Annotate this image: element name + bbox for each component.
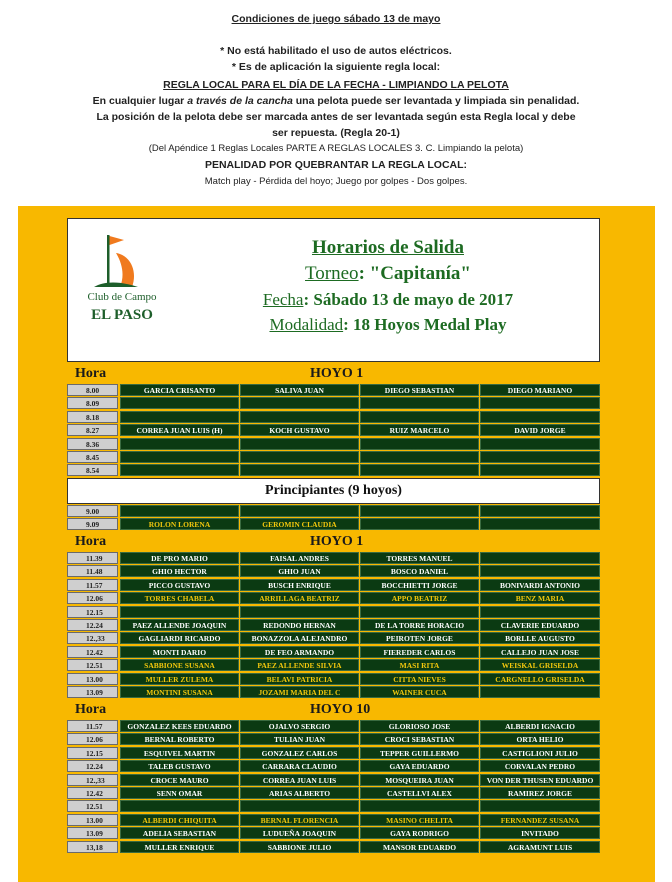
table-row	[67, 760, 600, 773]
conditions-title: Condiciones de juego sábado 13 de mayo	[231, 13, 441, 25]
player-cell: MOSQUEIRA JUAN	[360, 774, 479, 786]
table-row	[67, 720, 600, 733]
tee-time: 13,18	[67, 841, 118, 853]
player-cell: GHIO JUAN	[240, 565, 359, 577]
player-cell: SABBIONE SUSANA	[120, 659, 239, 671]
table-row	[67, 787, 600, 800]
player-cell: KOCH GUSTAVO	[240, 424, 359, 436]
player-cell: RAMIREZ JORGE	[480, 787, 600, 799]
tee-time: 12.15	[67, 606, 118, 618]
player-cell	[240, 464, 359, 476]
player-cell: CARGNELLO GRISELDA	[480, 673, 600, 685]
section4-hoyo-label: HOYO 10	[310, 702, 371, 717]
tee-time: 12.06	[67, 592, 118, 604]
torneo-value: : "Capitanía"	[358, 263, 471, 284]
player-cell: INVITADO	[480, 827, 600, 839]
player-cell	[240, 451, 359, 463]
player-cell: BOSCO DANIEL	[360, 565, 479, 577]
tee-time: 12.06	[67, 733, 118, 745]
player-cell	[480, 518, 600, 530]
fecha-value: : Sábado 13 de mayo de 2017	[303, 290, 514, 309]
fecha-line	[178, 290, 598, 310]
player-cell: WEISKAL GRISELDA	[480, 659, 600, 671]
rule-text-italic: a través de la cancha	[187, 95, 293, 107]
player-cell: GAYA RODRIGO	[360, 827, 479, 839]
player-cell: BOCCHIETTI JORGE	[360, 579, 479, 591]
player-cell	[360, 505, 479, 517]
tee-time: 12.42	[67, 787, 118, 799]
tee-time: 9.09	[67, 518, 118, 530]
modalidad-label: Modalidad	[269, 315, 344, 334]
note-local-rule: * Es de aplicación la siguiente regla local:	[231, 61, 441, 73]
player-cell	[360, 606, 479, 618]
player-cell: RUIZ MARCELO	[360, 424, 479, 436]
player-cell: GAYA EDUARDO	[360, 760, 479, 772]
player-cell: CARRARA CLAUDIO	[240, 760, 359, 772]
table-row	[67, 774, 600, 787]
local-rule-title: REGLA LOCAL PARA EL DÍA DE LA FECHA - LIMPIANDO LA PELOTA	[163, 79, 509, 91]
player-cell: GEROMIN CLAUDIA	[240, 518, 359, 530]
table-row	[67, 397, 600, 410]
player-cell	[360, 518, 479, 530]
player-cell: GONZALEZ CARLOS	[240, 747, 359, 759]
rule-text-part: una pelota puede ser levantada y limpiada sin penalidad.	[292, 95, 580, 107]
club-name-line2: EL PASO	[91, 307, 153, 323]
player-cell	[360, 464, 479, 476]
player-cell: PEIROTEN JORGE	[360, 632, 479, 644]
table-row	[67, 814, 600, 827]
player-cell: WAINER CUCA	[360, 686, 479, 698]
player-cell: MONTINI SUSANA	[120, 686, 239, 698]
appendix-reference: (Del Apéndice 1 Reglas Locales PARTE A REGLAS LOCALES 3. C. Limpiando la pelota)	[148, 143, 524, 154]
player-cell: CASTIGLIONI JULIO	[480, 747, 600, 759]
player-cell: GHIO HECTOR	[120, 565, 239, 577]
player-cell	[360, 800, 479, 812]
tee-time: 12.,33	[67, 774, 118, 786]
player-cell: BONIVARDI ANTONIO	[480, 579, 600, 591]
torneo-label: Torneo	[305, 263, 359, 284]
tee-time: 12.51	[67, 659, 118, 671]
tee-time: 8.45	[67, 451, 118, 463]
tee-time: 8.09	[67, 397, 118, 409]
player-cell: ARRILLAGA BEATRIZ	[240, 592, 359, 604]
player-cell: CASTELLVI ALEX	[360, 787, 479, 799]
tee-time: 12.42	[67, 646, 118, 658]
tee-time: 13.09	[67, 686, 118, 698]
player-cell: JOZAMI MARIA DEL C	[240, 686, 359, 698]
player-cell	[480, 505, 600, 517]
player-cell: MASI RITA	[360, 659, 479, 671]
player-cell: AGRAMUNT LUIS	[480, 841, 600, 853]
tee-time: 11.39	[67, 552, 118, 564]
player-cell: TORRES MANUEL	[360, 552, 479, 564]
player-cell	[360, 451, 479, 463]
player-cell: ROLON LORENA	[120, 518, 239, 530]
player-cell	[480, 411, 600, 423]
player-cell: BENZ MARIA	[480, 592, 600, 604]
player-cell	[120, 451, 239, 463]
tee-time: 8.27	[67, 424, 118, 436]
player-cell	[240, 397, 359, 409]
tee-time: 12.24	[67, 760, 118, 772]
table-row	[67, 686, 600, 699]
section4-hora-label: Hora	[75, 702, 107, 717]
player-cell: SABBIONE JULIO	[240, 841, 359, 853]
player-cell: BERNAL ROBERTO	[120, 733, 239, 745]
player-cell	[240, 438, 359, 450]
player-cell	[480, 606, 600, 618]
table-row	[67, 505, 600, 518]
player-cell	[120, 606, 239, 618]
table-row	[67, 438, 600, 451]
tee-time: 8.36	[67, 438, 118, 450]
player-cell: BONAZZOLA ALEJANDRO	[240, 632, 359, 644]
table-row	[67, 451, 600, 464]
table-row	[67, 592, 600, 605]
player-cell: DIEGO MARIANO	[480, 384, 600, 396]
rule-text-part: En cualquier lugar	[92, 95, 188, 107]
local-rule-text-3: ser repuesta. (Regla 20-1)	[272, 127, 400, 139]
modalidad-line	[178, 315, 598, 335]
player-cell: ARIAS ALBERTO	[240, 787, 359, 799]
player-cell: MULLER ENRIQUE	[120, 841, 239, 853]
tee-time: 8.00	[67, 384, 118, 396]
player-cell: OJALVO SERGIO	[240, 720, 359, 732]
player-cell: TULIAN JUAN	[240, 733, 359, 745]
page-title: Horarios de Salida	[311, 237, 464, 258]
player-cell: MULLER ZULEMA	[120, 673, 239, 685]
player-cell: CROCE MAURO	[120, 774, 239, 786]
tee-time: 13.09	[67, 827, 118, 839]
player-cell	[480, 397, 600, 409]
player-cell	[360, 438, 479, 450]
player-cell	[120, 438, 239, 450]
table-row	[67, 424, 600, 437]
section3-hora-label: Hora	[75, 534, 107, 549]
player-cell	[120, 800, 239, 812]
tee-time: 12.,33	[67, 632, 118, 644]
player-cell: MASINO CHELITA	[360, 814, 479, 826]
tee-time: 11.48	[67, 565, 118, 577]
player-cell	[240, 606, 359, 618]
player-cell	[480, 686, 600, 698]
tee-time: 13.00	[67, 673, 118, 685]
player-cell	[240, 800, 359, 812]
player-cell	[480, 565, 600, 577]
table-row	[67, 606, 600, 619]
table-row	[67, 619, 600, 632]
club-name-line1: Club de Campo	[87, 291, 157, 303]
player-cell: TEPPER GUILLERMO	[360, 747, 479, 759]
tee-time: 9.00	[67, 505, 118, 517]
table-row	[67, 384, 600, 397]
table-row	[67, 518, 600, 531]
fecha-label: Fecha	[262, 290, 304, 309]
principiantes-band: Principiantes (9 hoyos)	[67, 478, 600, 504]
player-cell: PAEZ ALLENDE JOAQUIN	[120, 619, 239, 631]
table-row	[67, 827, 600, 840]
tee-time: 8.18	[67, 411, 118, 423]
player-cell: GLORIOSO JOSE	[360, 720, 479, 732]
player-cell: ADELIA SEBASTIAN	[120, 827, 239, 839]
player-cell: DE LA TORRE HORACIO	[360, 619, 479, 631]
player-cell: REDONDO HERNAN	[240, 619, 359, 631]
player-cell: BUSCH ENRIQUE	[240, 579, 359, 591]
player-cell: DIEGO SEBASTIAN	[360, 384, 479, 396]
player-cell: GARCIA CRISANTO	[120, 384, 239, 396]
player-cell	[120, 505, 239, 517]
player-cell	[480, 464, 600, 476]
player-cell	[360, 411, 479, 423]
tee-time: 12.51	[67, 800, 118, 812]
player-cell: TORRES CHABELA	[120, 592, 239, 604]
player-cell	[480, 800, 600, 812]
table-row	[67, 659, 600, 672]
torneo-line	[178, 263, 598, 285]
tee-time: 11.57	[67, 579, 118, 591]
modalidad-value: : 18 Hoyos Medal Play	[343, 315, 507, 334]
player-cell	[480, 438, 600, 450]
player-cell	[360, 397, 479, 409]
player-cell: MANSOR EDUARDO	[360, 841, 479, 853]
player-cell: GAGLIARDI RICARDO	[120, 632, 239, 644]
player-cell: FIEREDER CARLOS	[360, 646, 479, 658]
player-cell: PAEZ ALLENDE SILVIA	[240, 659, 359, 671]
player-cell: ESQUIVEL MARTIN	[120, 747, 239, 759]
table-row	[67, 411, 600, 424]
player-cell: BORLLE AUGUSTO	[480, 632, 600, 644]
table-row	[67, 552, 600, 565]
player-cell: BERNAL FLORENCIA	[240, 814, 359, 826]
player-cell	[240, 505, 359, 517]
table-row	[67, 632, 600, 645]
note-no-carts: * No está habilitado el uso de autos eléctricos.	[220, 45, 452, 57]
player-cell	[480, 451, 600, 463]
table-row	[67, 747, 600, 760]
player-cell: DE PRO MARIO	[120, 552, 239, 564]
player-cell: MONTI DARIO	[120, 646, 239, 658]
player-cell: DE FEO ARMANDO	[240, 646, 359, 658]
tee-time: 12.24	[67, 619, 118, 631]
player-cell	[480, 552, 600, 564]
player-cell: CORREA JUAN LUIS (H)	[120, 424, 239, 436]
penalty-text: Match play - Pérdida del hoyo; Juego por golpes - Dos golpes.	[204, 176, 468, 187]
player-cell: FERNANDEZ SUSANA	[480, 814, 600, 826]
player-cell	[120, 397, 239, 409]
section1-hoyo-label: HOYO 1	[310, 366, 364, 381]
section3-hoyo-label: HOYO 1	[310, 534, 364, 549]
table-row	[67, 646, 600, 659]
table-row	[67, 733, 600, 746]
table-row	[67, 565, 600, 578]
section1-hora-label: Hora	[75, 366, 107, 381]
player-cell: GONZALEZ KEES EDUARDO	[120, 720, 239, 732]
player-cell: CITTA NIEVES	[360, 673, 479, 685]
player-cell: LUDUEÑA JOAQUIN	[240, 827, 359, 839]
tee-time: 11.57	[67, 720, 118, 732]
player-cell: TALEB GUSTAVO	[120, 760, 239, 772]
tee-time: 12.15	[67, 747, 118, 759]
player-cell: APPO BEATRIZ	[360, 592, 479, 604]
table-row	[67, 800, 600, 813]
player-cell: CORVALAN PEDRO	[480, 760, 600, 772]
player-cell: DAVID JORGE	[480, 424, 600, 436]
penalty-title: PENALIDAD POR QUEBRANTAR LA REGLA LOCAL:	[204, 159, 468, 171]
table-row	[67, 841, 600, 854]
player-cell: VON DER THUSEN EDUARDO	[480, 774, 600, 786]
player-cell: PICCO GUSTAVO	[120, 579, 239, 591]
table-row	[67, 464, 600, 477]
player-cell: CORREA JUAN LUIS	[240, 774, 359, 786]
player-cell: SALIVA JUAN	[240, 384, 359, 396]
player-cell: ALBERDI CHIQUITA	[120, 814, 239, 826]
player-cell	[120, 411, 239, 423]
tee-time: 13.00	[67, 814, 118, 826]
player-cell: SENN OMAR	[120, 787, 239, 799]
player-cell: CROCI SEBASTIAN	[360, 733, 479, 745]
player-cell: BELAVI PATRICIA	[240, 673, 359, 685]
player-cell: CLAVERIE EDUARDO	[480, 619, 600, 631]
local-rule-text-1	[0, 95, 672, 107]
player-cell: ORTA HELIO	[480, 733, 600, 745]
schedule-header	[67, 218, 600, 362]
player-cell	[120, 464, 239, 476]
local-rule-text-2: La posición de la pelota debe ser marcada antes de ser levantada según esta Regla local y debe	[96, 111, 576, 123]
player-cell	[240, 411, 359, 423]
table-row	[67, 579, 600, 592]
player-cell: FAISAL ANDRES	[240, 552, 359, 564]
table-row	[67, 673, 600, 686]
player-cell: CALLEJO JUAN JOSE	[480, 646, 600, 658]
tee-time: 8.54	[67, 464, 118, 476]
player-cell: ALBERDI IGNACIO	[480, 720, 600, 732]
